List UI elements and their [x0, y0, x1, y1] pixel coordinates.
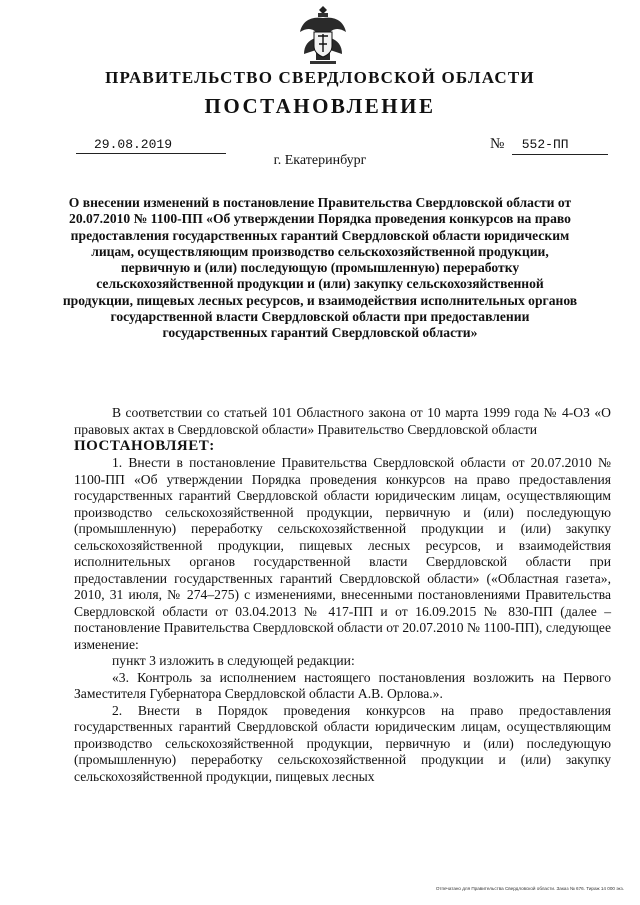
coat-of-arms-icon [296, 4, 350, 66]
document-number: 552-ПП [512, 136, 608, 155]
document-heading: О внесении изменений в постановление Правительства Свердловской области от 20.07.2010 № 1100-ПП «Об утверждении Порядка проведения конкурсов на право предоставления государственных гарантий Свердловской области юридическим лицам, осуществляющим производство сельскохозяйственной продукции, первичную и (или) последующую (промышленную) переработку сельскохозяйственной продукции и (или) закупку сельскохозяйственной продукции, пищевых лесных ресурсов, и взаимодействия исполнительных органов государственной власти Свердловской области при предоставлении государственных гарантий Свердловской области» [62, 195, 578, 341]
preamble-paragraph: В соответствии со статьей 101 Областного закона от 10 марта 1999 года № 4-ОЗ «О правовых актах в Свердловской области» Правительство Свердловской области [74, 405, 611, 437]
document-number-block [490, 135, 608, 155]
document-date: 29.08.2019 [76, 137, 226, 154]
item-1-quote: «3. Контроль за исполнением настоящего постановления возложить на Первого Заместителя Губернатора Свердловской области А.В. Орлова.». [74, 669, 611, 701]
print-footer: Отпечатано для Правительства Свердловской области. Заказ № 676. Тираж 14 000 экз. [435, 886, 624, 891]
item-1-subparagraph: пункт 3 изложить в следующей редакции: [112, 653, 355, 668]
document-body [74, 405, 611, 785]
number-sign: № [490, 136, 505, 152]
item-2-paragraph: 2. Внести в Порядок проведения конкурсов на право предоставления государственных гарантий Свердловской области юридическим лицам, осуществляющим производство сельскохозяйственной продукции, первичную и (или) последующую (промышленную) переработку сельскохозяйственной продукции и (или) закупку сельскохозяйственной продукции, пищевых лесных [74, 702, 611, 784]
item-1-paragraph: 1. Внести в постановление Правительства Свердловской области от 20.07.2010 № 1100-ПП «Об утверждении Порядка проведения конкурсов на право предоставления государственных гарантий Свердловской области юридическим лицам, осуществляющим производство сельскохозяйственной продукции, первичную и (или) последующую (промышленную) переработку сельскохозяйственной продукции и (или) закупку сельскохозяйственной продукции, пищевых лесных ресурсов, и взаимодействия исполнительных органов государственной власти Свердловской области при предоставлении государственных гарантий Свердловской области» («Областная газета», 2010, 31 июля, № 274–275) с изменениями, внесенными постановлениями Правительства Свердловской области от 03.04.2013 № 417-ПП и от 16.09.2015 № 830-ПП (далее – постановление Правительства Свердловской области от 20.07.2010 № 1100-ПП), следующее изменение: [74, 455, 611, 652]
document-city: г. Екатеринбург [273, 153, 367, 168]
document-type: ПОСТАНОВЛЕНИЕ [204, 94, 436, 118]
government-title: ПРАВИТЕЛЬСТВО СВЕРДЛОВСКОЙ ОБЛАСТИ [105, 68, 535, 87]
resolve-heading: ПОСТАНОВЛЯЕТ: [74, 438, 215, 454]
